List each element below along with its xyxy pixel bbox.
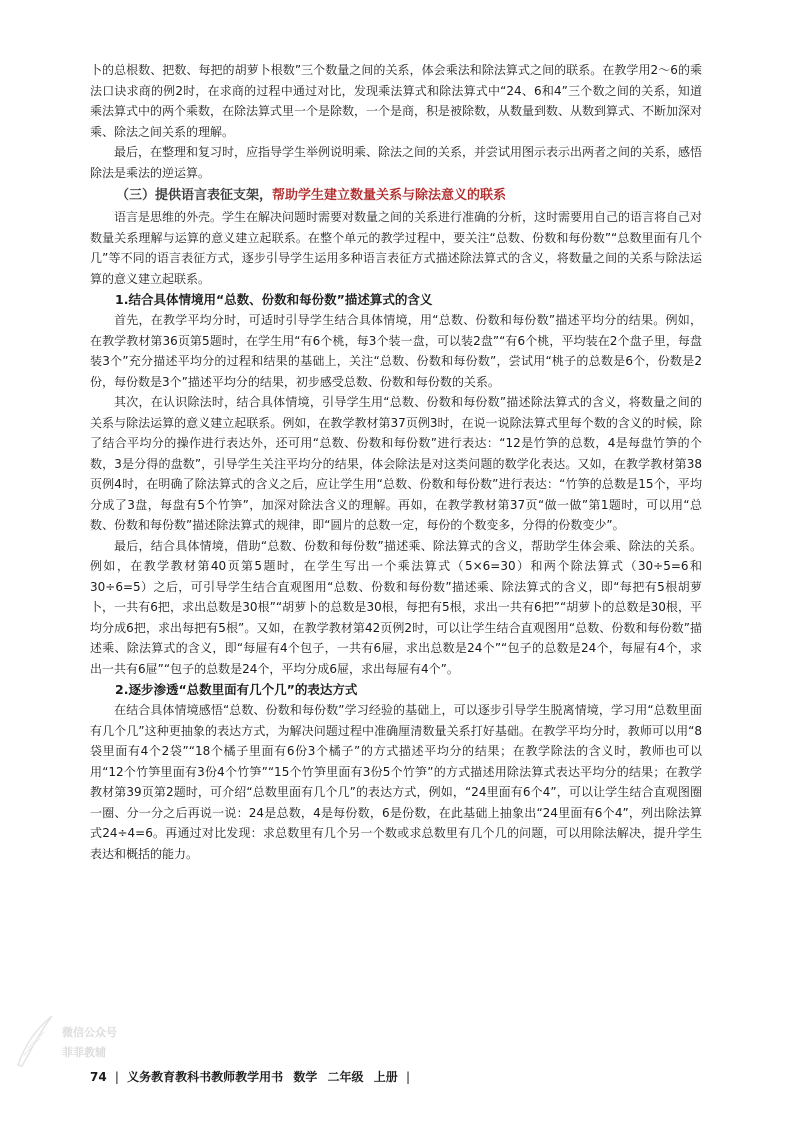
paragraph-2: 最后，在整理和复习时，应指导学生举例说明乘、除法之间的关系，并尝试用图示表示出两者之间的关系，感悟除法是乘法的逆运算。 [90, 145, 703, 180]
section-heading-accent: 帮助学生建立数量关系与除法意义的联系 [272, 188, 507, 203]
body-content [90, 60, 702, 864]
page-footer [90, 1068, 414, 1085]
book-title: 义务教育教科书教师教学用书 [127, 1070, 284, 1084]
footer-separator-end: | [405, 1070, 410, 1084]
grade: 二年级 [327, 1070, 364, 1084]
subheading-1: 1.结合具体情境用“总数、份数和每份数”描述算式的含义 [115, 292, 433, 307]
feather-icon [10, 1010, 60, 1070]
subheading-2: 2.逐步渗透“总数里面有几个几”的表达方式 [115, 682, 358, 697]
paragraph-4: 首先，在教学平均分时，可适时引导学生结合具体情境，用“总数、份数和每份数”描述平均分的结果。例如，在教学教材第36页第5题时，在学生用“有6个桃，每3个装一盘，可以装2盘”“有6个桃，平均装在2个盘子里，每盘装3个”充分描述平均分的过程和结果的基础上，关注“总数、份数和每份数”，尝试用“桃子的总数是6个，份数是2份，每份数是3个”描述平均分的结果，初步感受总数、份数和每份数的关系。 [90, 313, 702, 389]
paragraph-1: 卜的总根数、把数、每把的胡萝卜根数”三个数量之间的关系，体会乘法和除法算式之间的联系。在教学用2～6的乘法口诀求商的例2时，在求商的过程中通过对比，发现乘法算式和除法算式中“24、6和4”三个数之间的关系，知道乘法算式中的两个乘数，在除法算式里一个是除数，一个是商，积是被除数，从数量到数、从数到算式、不断加深对乘、除法之间关系的理解。 [90, 63, 703, 139]
paragraph-6: 最后，结合具体情境，借助“总数、份数和每份数”描述乘、除法算式的含义，帮助学生体会乘、除法的关系。例如，在教学教材第40页第5题时，在学生写出一个乘法算式（5×6=30）和两个除法算式（30÷5=6和30÷6=5）之后，可引导学生结合直观图用“总数、份数和每份数”描述乘、除法算式的含义，即“每把有5根胡萝卜，一共有6把，求出总数是30根”“胡萝卜的总数是30根，每把有5根，求出一共有6把”“胡萝卜的总数是30根，平均分成6把，求出每把有5根”。又如，在教学教材第42页例2时，可以让学生结合直观图用“总数、份数和每份数”描述乘、除法算式的含义，即“每屉有4个包子，一共有6屉，求出总数是24个”“包子的总数是24个，每屉有4个，求出一共有6屉”“包子的总数是24个，平均分成6屉，求出每屉有4个”。 [90, 538, 702, 676]
footer-separator: | [114, 1070, 119, 1084]
paragraph-5: 其次，在认识除法时，结合具体情境，引导学生用“总数、份数和每份数”描述除法算式的含义，将数量之间的关系与除法运算的意义建立起联系。例如，在教学教材第37页例3时，在说一说除法算式里每个数的含义的时候，除了结合平均分的操作进行表达外，还可用“总数、份数和每份数”进行表达：“12是竹笋的总数，4是每盘竹笋的个数，3是分得的盘数”，引导学生关注平均分的结果，体会除法是对这类问题的数学化表达。又如，在教学教材第38页例4时，在明确了除法算式的含义之后，应让学生用“总数、份数和每份数”进行表达：“竹笋的总数是15个，平均分成了3盘，每盘有5个竹笋”，加深对除法含义的理解。再如，在教学教材第37页“做一做”第1题时，可以用“总数、份数和每份数”描述除法算式的规律，即“圆片的总数一定，每份的个数变多，分得的份数变少”。 [90, 395, 702, 532]
paragraph-7: 在结合具体情境感悟“总数、份数和每份数”学习经验的基础上，可以逐步引导学生脱离情境，学习用“总数里面有几个几”这种更抽象的表达方式，为解决问题过程中准确厘清数量关系打好基础。在教学平均分时，教师可以用“8袋里面有4个2袋”“18个橘子里面有6份3个橘子”的方式描述平均分的结果；在教学除法的含义时，教师也可以用“12个竹笋里面有3份4个竹笋”“15个竹笋里面有3份5个竹笋”的方式描述用除法算式表达平均分的结果；在教学教材第39页第2题时，可介绍“总数里面有几个几”的表达方式，例如，“24里面有6个4”，可以让学生结合直观图圈一圈、分一分之后再说一说：24是总数，4是每份数，6是份数，在此基础上抽象出“24里面有6个4”，列出除法算式24÷4=6。再通过对比发现：求总数里有几个另一个数或求总数里有几个几的问题，可以用除法解决，提升学生表达和概括的能力。 [90, 703, 702, 861]
volume: 上册 [373, 1070, 398, 1084]
paragraph-3: 语言是思维的外壳。学生在解决问题时需要对数量之间的关系进行准确的分析，这时需要用自己的语言将自己对数量关系理解与运算的意义建立起联系。在整个单元的教学过程中，要关注“总数、份数和每份数”“总数里面有几个几”等不同的语言表征方式，逐步引导学生运用多种语言表征方式描述除法算式的含义，将数量之间的关系与除法运算的意义建立起联系。 [90, 210, 703, 286]
page-number: 74 [90, 1070, 107, 1084]
watermark-line-2: 菲菲教辅 [62, 1046, 106, 1059]
subject: 数学 [293, 1070, 318, 1084]
section-heading-prefix: （三）提供语言表征支架， [116, 188, 273, 203]
section-heading-3 [90, 185, 702, 207]
watermark-line-1: 微信公众号 [62, 1026, 117, 1039]
